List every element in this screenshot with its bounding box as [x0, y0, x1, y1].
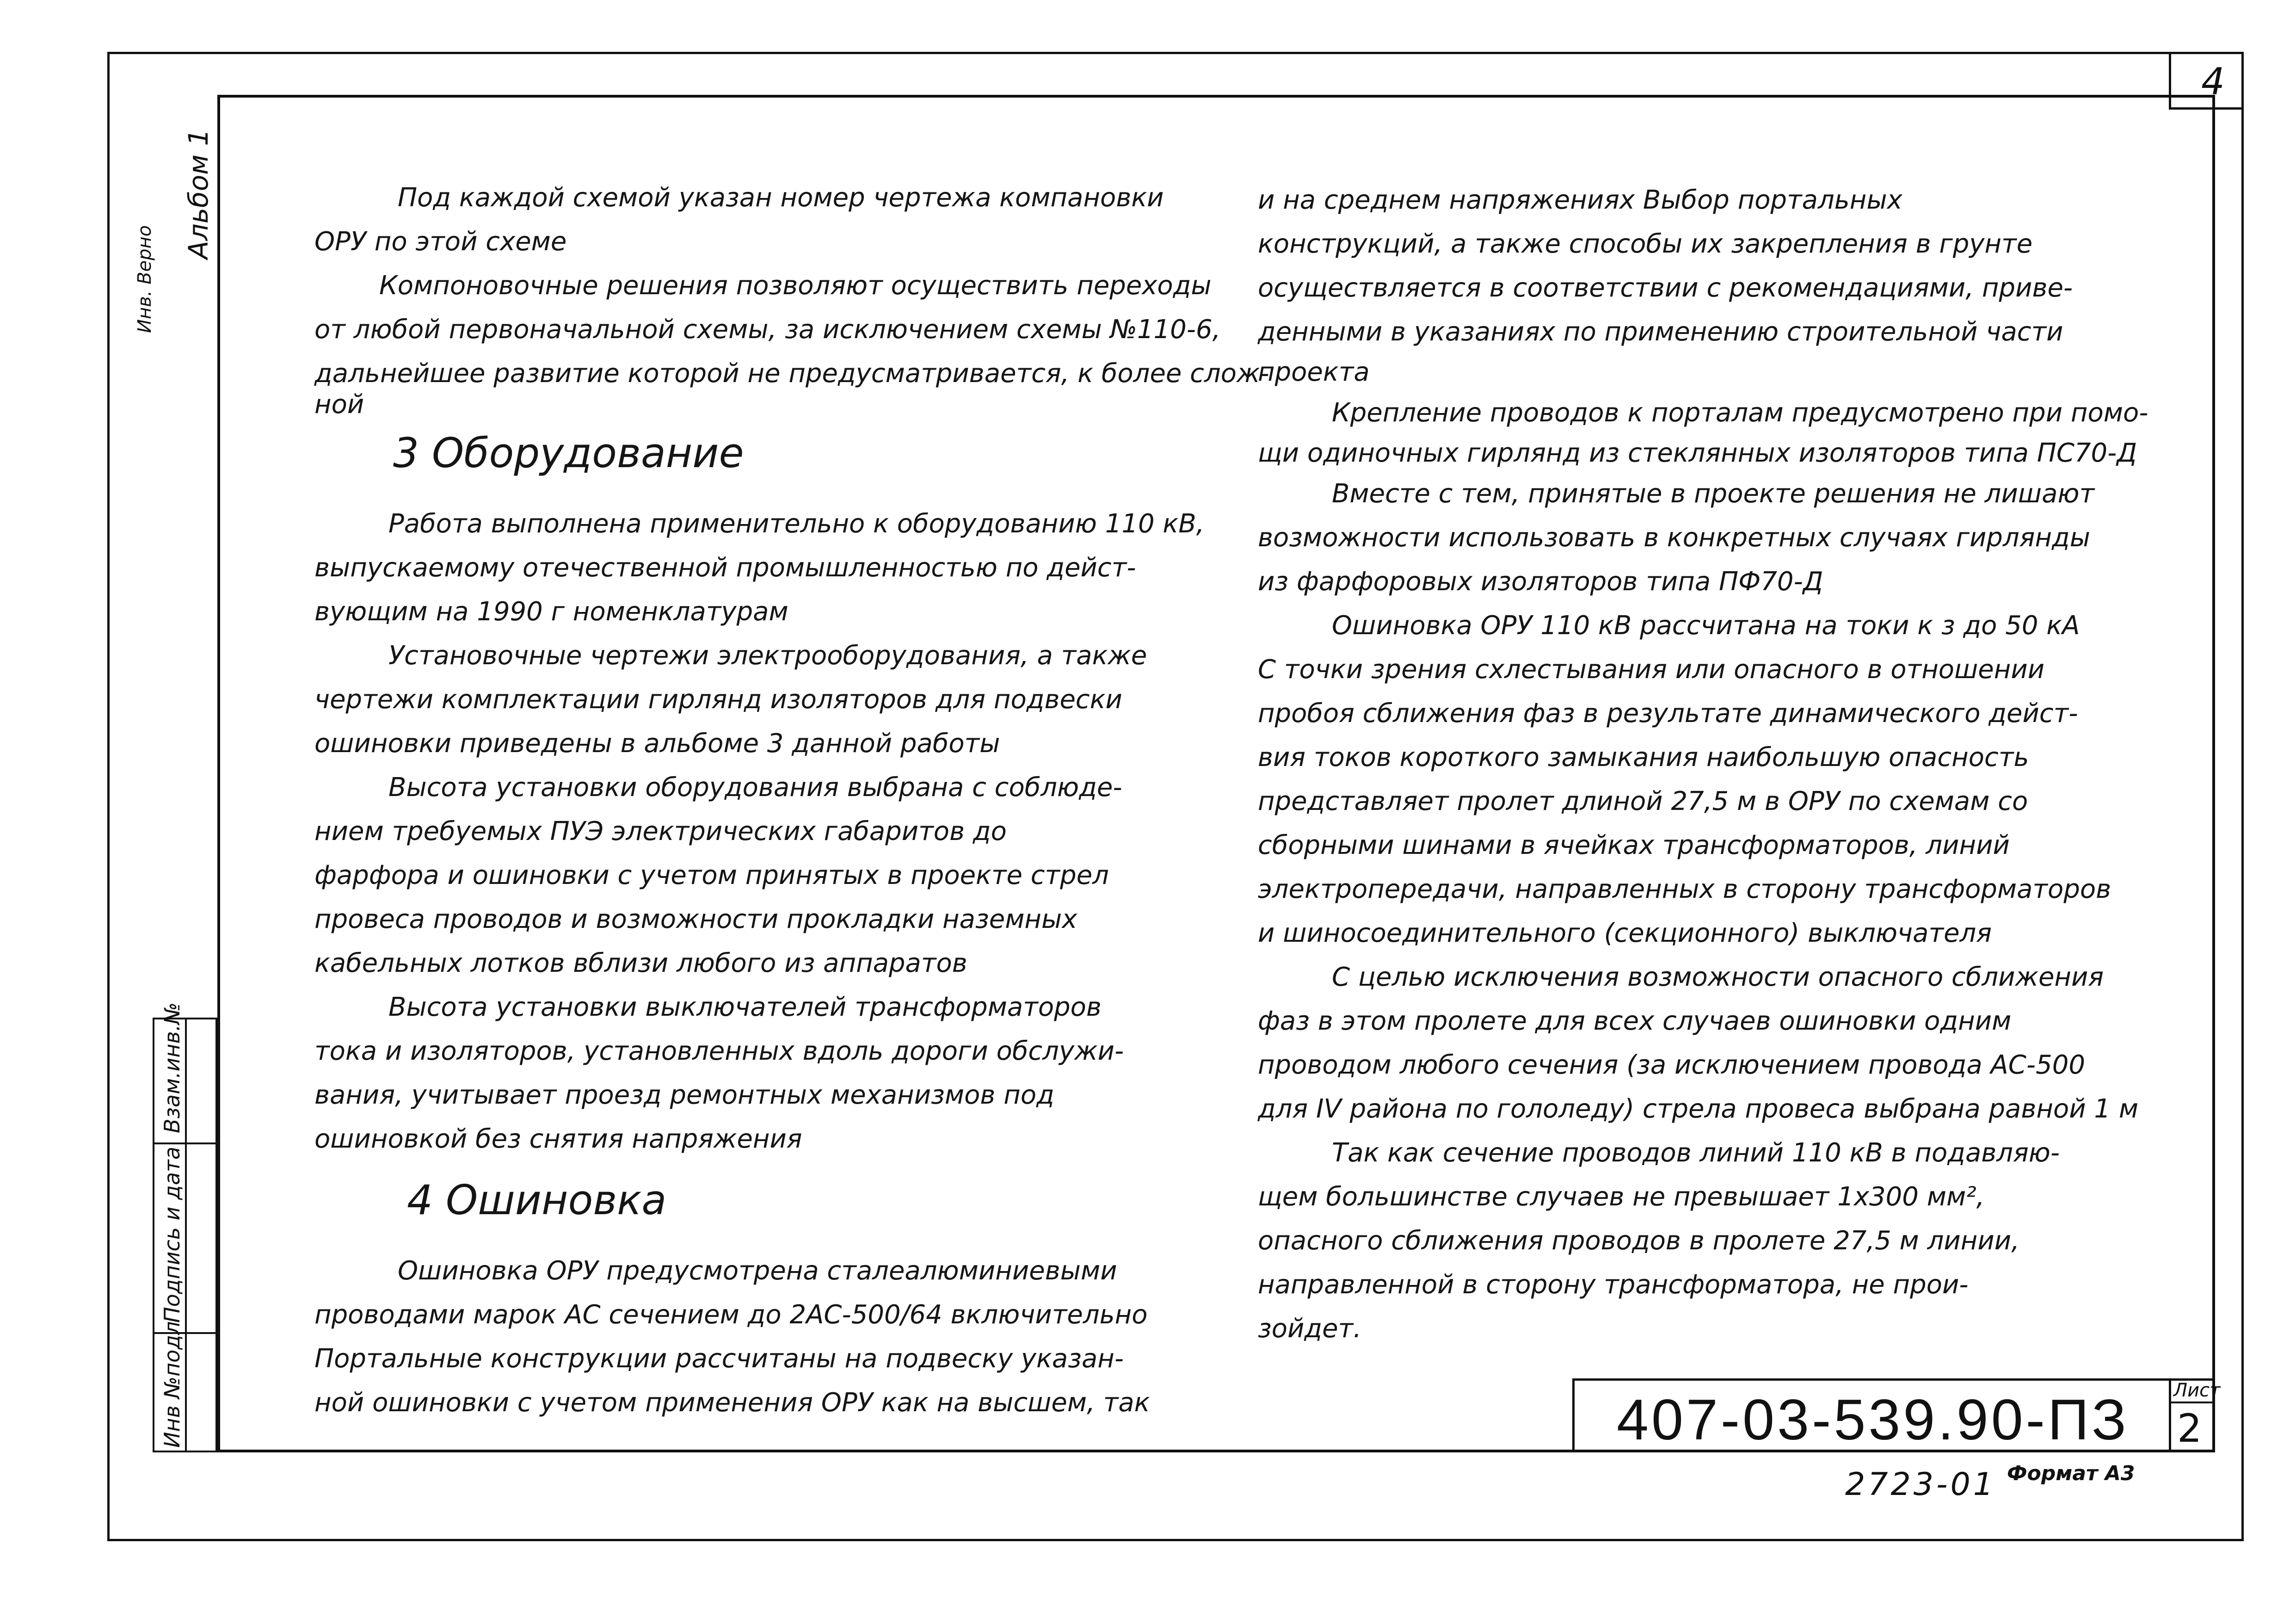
text-line: вующим на 1990 г номенклатурам: [314, 597, 788, 627]
sheet-label: Лист: [2173, 1380, 2221, 1401]
text-line: проекта: [1258, 357, 1370, 387]
text-line: пробоя сближения фаз в результате динамического дейст-: [1258, 698, 2078, 729]
text-line: Работа выполнена применительно к оборудованию 110 кВ,: [388, 509, 1205, 539]
title-block-divider: [2169, 1402, 2215, 1403]
left-text-column: [314, 176, 1269, 1425]
text-line: фаз в этом пролете для всех случаев ошиновки одним: [1258, 1006, 2012, 1036]
right-text-column: [1258, 178, 2148, 1351]
text-line: из фарфоровых изоляторов типа ПФ70-Д: [1258, 567, 1823, 597]
text-line: Высота установки оборудования выбрана с соблюде-: [388, 772, 1122, 803]
text-line: Крепление проводов к порталам предусмотрено при помо-: [1332, 398, 2148, 428]
archive-stamp: 2723-01: [1845, 1466, 1996, 1503]
document-code: 407-03-539.90-ПЗ: [1617, 1388, 2129, 1452]
text-line: Установочные чертежи электрооборудования, а также: [388, 641, 1147, 671]
side-label-inv-podl: Инв №подл: [160, 1321, 185, 1448]
corner-note: Инв. Верно: [134, 225, 155, 333]
text-line: представляет пролет длиной 27,5 м в ОРУ по схемам со: [1258, 786, 2028, 816]
text-line: конструкций, а также способы их закрепления в грунте: [1258, 229, 2033, 259]
text-line: опасного сближения проводов в пролете 27,5 м линии,: [1258, 1226, 2019, 1256]
text-line: проводами марок АС сечением до 2АС-500/64 включительно: [314, 1300, 1148, 1330]
text-line: сборными шинами в ячейках трансформаторов, линий: [1258, 830, 2010, 860]
text-line: щи одиночных гирлянд из стеклянных изоляторов типа ПС70-Д: [1258, 438, 2137, 468]
text-line: выпускаемому отечественной промышленностью по дейст-: [314, 553, 1136, 583]
text-line: фарфора и ошиновки с учетом принятых в проекте стрел: [314, 860, 1109, 890]
text-line: Под каждой схемой указан номер чертежа компановки: [398, 183, 1164, 213]
side-label-signature-date: Подпись и дата: [160, 1146, 185, 1323]
text-line: и на среднем напряжениях Выбор портальных: [1258, 185, 1902, 215]
text-line: электропередачи, направленных в сторону трансформаторов: [1258, 874, 2111, 904]
text-line: чертежи комплектации гирлянд изоляторов для подвески: [314, 685, 1122, 715]
text-line: для IV района по гололеду) стрела провеса выбрана равной 1 м: [1258, 1094, 2139, 1124]
text-line: ной ошиновки с учетом применения ОРУ как на высшем, так: [314, 1388, 1150, 1418]
side-stamp-divider: [153, 1142, 217, 1144]
text-line: и шиносоединительного (секционного) выключателя: [1258, 918, 1992, 948]
text-line: Компоновочные решения позволяют осуществить переходы: [379, 271, 1212, 301]
section-heading-busbars: 4 Ошиновка: [407, 1176, 667, 1224]
text-line: денными в указаниях по применению строительной части: [1258, 317, 2063, 347]
album-label: Альбом 1: [183, 129, 214, 259]
text-line: Высота установки выключателей трансформаторов: [388, 992, 1102, 1022]
text-line: вания, учитывает проезд ремонтных механизмов под: [314, 1080, 1054, 1110]
text-line: ошиновкой без снятия напряжения: [314, 1124, 802, 1154]
text-line: осуществляется в соответствии с рекомендациями, приве-: [1258, 273, 2073, 303]
text-line: Вместе с тем, принятые в проекте решения не лишают: [1332, 479, 2095, 509]
text-line: щем большинстве случаев не превышает 1х300 мм²,: [1258, 1182, 1985, 1212]
text-line: проводом любого сечения (за исключением провода АС-500: [1258, 1050, 2085, 1080]
sheet-number: 2: [2177, 1406, 2202, 1451]
text-line: кабельных лотков вблизи любого из аппаратов: [314, 948, 967, 978]
text-line: от любой первоначальной схемы, за исключением схемы №110-6,: [314, 315, 1221, 345]
text-line: ной: [314, 389, 364, 420]
text-line: Ошиновка ОРУ 110 кВ рассчитана на токи к з до 50 кА: [1332, 611, 2080, 641]
text-line: ошиновки приведены в альбоме 3 данной работы: [314, 729, 1000, 759]
format-label: Формат А3: [2007, 1462, 2135, 1485]
text-line: ОРУ по этой схеме: [314, 227, 567, 257]
text-line: Портальные конструкции рассчитаны на подвеску указан-: [314, 1344, 1124, 1374]
text-line: вия токов короткого замыкания наибольшую опасность: [1258, 742, 2029, 772]
text-line: возможности использовать в конкретных случаях гирлянды: [1258, 523, 2090, 553]
text-line: С целью исключения возможности опасного сближения: [1332, 962, 2104, 992]
page-corner-number: 4: [2201, 60, 2225, 103]
section-heading-equipment: 3 Оборудование: [393, 429, 744, 477]
text-line: зойдет.: [1258, 1314, 1362, 1344]
side-label-vzam-inv: Взам.инв.№: [160, 1002, 185, 1133]
text-line: провеса проводов и возможности прокладки наземных: [314, 904, 1077, 934]
text-line: Ошиновка ОРУ предусмотрена сталеалюминиевыми: [398, 1256, 1117, 1286]
title-block-divider: [2169, 1378, 2171, 1452]
side-stamp-divider: [185, 1018, 187, 1452]
text-line: С точки зрения схлестывания или опасного в отношении: [1258, 655, 2045, 685]
text-line: дальнейшее развитие которой не предусматривается, к более слож-: [314, 358, 1269, 389]
text-line: тока и изоляторов, установленных вдоль дороги обслужи-: [314, 1036, 1124, 1066]
text-line: направленной в сторону трансформатора, не прои-: [1258, 1270, 1969, 1300]
text-line: Так как сечение проводов линий 110 кВ в подавляю-: [1332, 1138, 2060, 1168]
text-line: нием требуемых ПУЭ электрических габаритов до: [314, 816, 1007, 846]
